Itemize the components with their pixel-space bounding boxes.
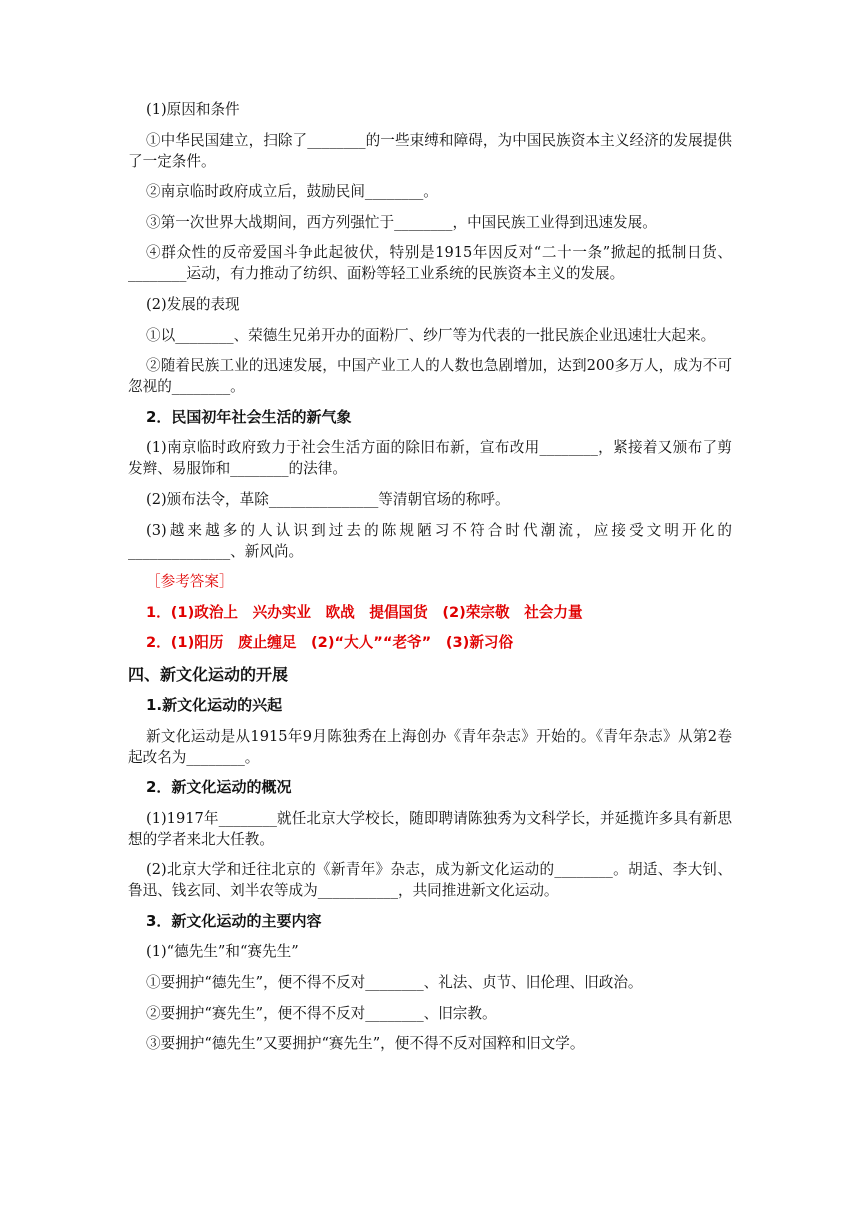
paragraph: ①以________、荣德生兄弟开办的面粉厂、纱厂等为代表的一批民族企业迅速壮大起来。 <box>146 326 716 344</box>
paragraph: 新文化运动是从1915年9月陈独秀在上海创办《青年杂志》开始的。《青年杂志》从第2卷起改名为________。 <box>128 727 732 766</box>
subheading-manifestation: (2)发展的表现 <box>146 295 240 313</box>
paragraph: ①中华民国建立，扫除了________的一些束缚和障碍，为中国民族资本主义经济的发展提供了一定条件。 <box>128 131 732 170</box>
subheading-causes: (1)原因和条件 <box>146 101 240 118</box>
heading-rise: 1.新文化运动的兴起 <box>146 695 283 714</box>
section-title-new-culture: 四、新文化运动的开展 <box>128 664 289 684</box>
heading-main-content: 3．新文化运动的主要内容 <box>146 911 322 930</box>
reference-answer-2: 2．(1)阳历 废止缠足 (2)“大人”“老爷” (3)新习俗 <box>146 634 514 652</box>
paragraph: ①要拥护“德先生”，便不得不反对________、礼法、贞节、旧伦理、旧政治。 <box>146 974 643 992</box>
paragraph: (1)南京临时政府致力于社会生活方面的除旧布新，宣布改用________，紧接着又颁布了剪发辫、易服饰和________的法律。 <box>128 439 732 478</box>
paragraph: (2)颁布法令，革除_______________等清朝官场的称呼。 <box>146 490 510 508</box>
paragraph: ③第一次世界大战期间，西方列强忙于________，中国民族工业得到迅速发展。 <box>146 213 657 231</box>
paragraph: (1)1917年________就任北京大学校长，随即聘请陈独秀为文科学长，并延揽许多具有新思想的学者来北大任教。 <box>128 809 732 848</box>
heading-overview: 2．新文化运动的概况 <box>146 778 292 797</box>
reference-answer-1: 1．(1)政治上 兴办实业 欧战 提倡国货 (2)荣宗敬 社会力量 <box>146 603 583 621</box>
paragraph: (3)越来越多的人认识到过去的陈规陋习不符合时代潮流，应接受文明开化的______________、新风尚。 <box>128 521 732 560</box>
paragraph: ②南京临时政府成立后，鼓励民间________。 <box>146 183 438 201</box>
reference-answer-label: ［参考答案］ <box>146 573 234 591</box>
heading-social-life: 2．民国初年社会生活的新气象 <box>146 407 352 426</box>
paragraph: (1)“德先生”和“赛先生” <box>146 943 299 961</box>
paragraph: ②要拥护“赛先生”，便不得不反对________、旧宗教。 <box>146 1004 497 1022</box>
paragraph: ③要拥护“德先生”又要拥护“赛先生”，便不得不反对国粹和旧文学。 <box>146 1035 585 1053</box>
paragraph: (2)北京大学和迁往北京的《新青年》杂志，成为新文化运动的________。胡适、李大钊、鲁迅、钱玄同、刘半农等成为___________，共同推进新文化运动。 <box>128 861 732 900</box>
paragraph: ④群众性的反帝爱国斗争此起彼伏，特别是1915年因反对“二十一条”掀起的抵制日货、________运动，有力推动了纺织、面粉等轻工业系统的民族资本主义的发展。 <box>128 244 732 283</box>
paragraph: ②随着民族工业的迅速发展，中国产业工人的人数也急剧增加，达到200多万人，成为不可忽视的________。 <box>128 357 732 396</box>
